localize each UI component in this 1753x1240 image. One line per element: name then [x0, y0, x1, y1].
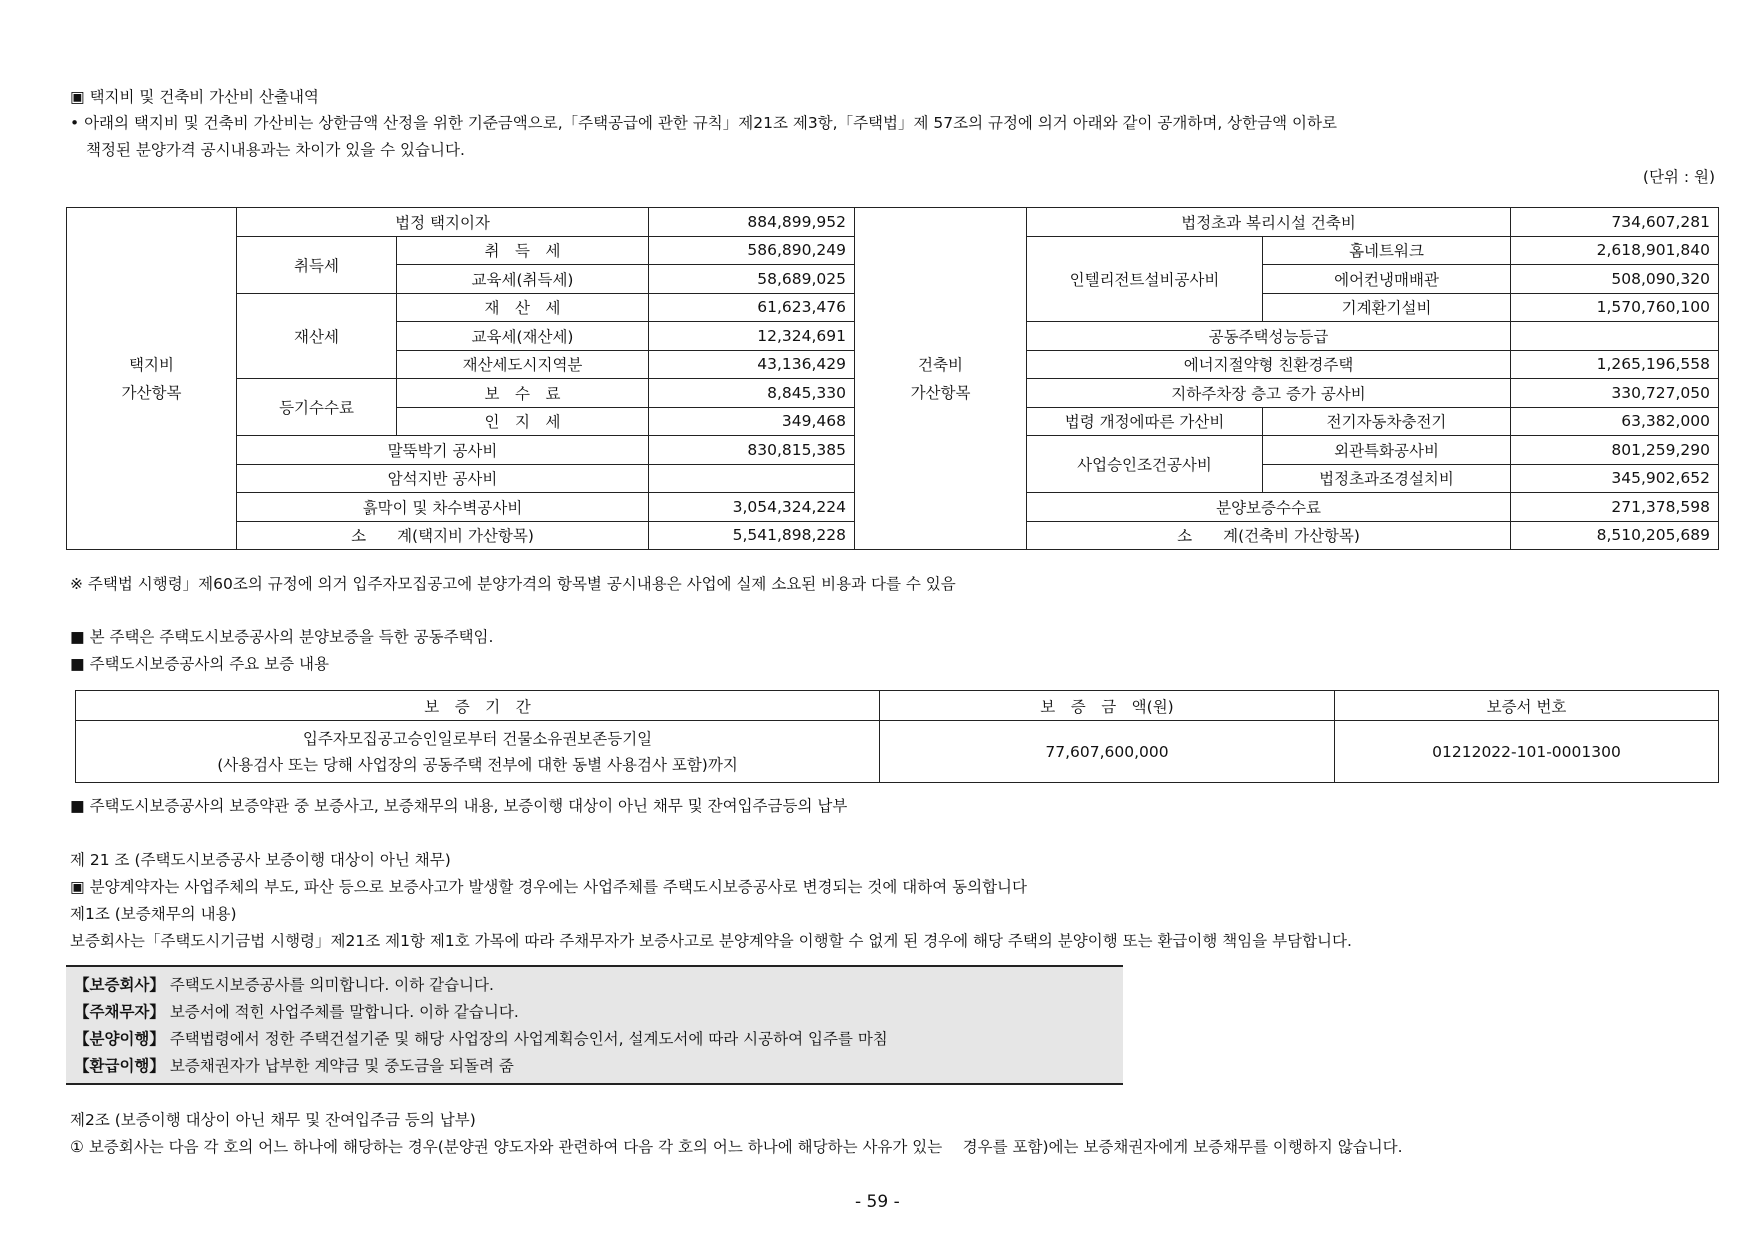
definition-text: 주택법령에서 정한 주택건설기준 및 해당 사업장의 사업계획승인서, 설계도서에 따라 시공하여 입주를 마침 — [164, 1030, 888, 1048]
land-label: 교육세(재산세) — [397, 322, 649, 351]
building-value: 345,902,652 — [1511, 464, 1719, 493]
land-subtotal-label: 소 계(택지비 가산항목) — [237, 521, 649, 550]
guarantee-table — [75, 690, 1719, 783]
definition-text: 보증채권자가 납부한 계약금 및 중도금을 되돌려 줌 — [164, 1057, 514, 1075]
building-value: 330,727,050 — [1511, 379, 1719, 408]
definition-term: 【보증회사】 — [74, 976, 165, 994]
land-value: 830,815,385 — [649, 436, 855, 465]
definition-text: 주택도시보증공사를 의미합니다. 이하 같습니다. — [164, 976, 494, 994]
section-title: ▣ 택지비 및 건축비 가산비 산출내역 — [70, 88, 319, 106]
building-label: 지하주차장 층고 증가 공사비 — [1027, 379, 1511, 408]
definition-row — [74, 1054, 514, 1076]
building-label: 홈네트워크 — [1263, 236, 1511, 265]
land-label: 취 득 세 — [397, 236, 649, 265]
land-label: 흙막이 및 차수벽공사비 — [237, 493, 649, 522]
building-value: 1,570,760,100 — [1511, 293, 1719, 322]
land-label: 법정 택지이자 — [237, 208, 649, 237]
article-1-text: 보증회사는「주택도시기금법 시행령」제21조 제1항 제1호 가목에 따라 주채무자가 보증사고로 분양계약을 이행할 수 없게 된 경우에 해당 주택의 분양이행 또는 환급이행 책임을 부담합니다. — [70, 932, 1352, 950]
building-subtotal-label: 소 계(건축비 가산항목) — [1027, 521, 1511, 550]
land-label: 암석지반 공사비 — [237, 464, 649, 493]
definition-text: 보증서에 적힌 사업주체를 말합니다. 이하 같습니다. — [164, 1003, 519, 1021]
building-subtotal-value: 8,510,205,689 — [1511, 521, 1719, 550]
guarantee-period-header: 보 증 기 간 — [76, 691, 880, 721]
definition-row — [74, 973, 494, 995]
land-value: 8,845,330 — [649, 379, 855, 408]
page-number: - 59 - — [855, 1192, 900, 1212]
land-group-label: 택지비 가산항목 — [67, 208, 237, 550]
building-value: 801,259,290 — [1511, 436, 1719, 465]
building-sub-label: 사업승인조건공사비 — [1027, 436, 1263, 493]
guarantee-amount-header: 보 증 금 액(원) — [880, 691, 1335, 721]
cost-breakdown-table — [66, 207, 1719, 550]
certificate-number-header: 보증서 번호 — [1335, 691, 1719, 721]
building-label: 법정초과 복리시설 건축비 — [1027, 208, 1511, 237]
guarantee-period-cell — [76, 721, 880, 783]
bullet-guarantee-content: ■ 주택도시보증공사의 주요 보증 내용 — [70, 655, 329, 673]
land-value: 61,623,476 — [649, 293, 855, 322]
land-subtotal-value: 5,541,898,228 — [649, 521, 855, 550]
building-label: 에너지절약형 친환경주택 — [1027, 350, 1511, 379]
building-label: 공동주택성능등급 — [1027, 322, 1511, 351]
building-sub-label: 법령 개정에따른 가산비 — [1027, 407, 1263, 436]
land-value — [649, 464, 855, 493]
article-21-text: ▣ 분양계약자는 사업주체의 부도, 파산 등으로 보증사고가 발생할 경우에는 사업주체를 주택도시보증공사로 변경되는 것에 대하여 동의합니다 — [70, 878, 1027, 896]
definition-term: 【분양이행】 — [74, 1030, 165, 1048]
land-label: 재 산 세 — [397, 293, 649, 322]
building-value: 1,265,196,558 — [1511, 350, 1719, 379]
bullet-guarantee-housing: ■ 본 주택은 주택도시보증공사의 분양보증을 득한 공동주택임. — [70, 628, 494, 646]
unit-label: (단위 : 원) — [1642, 168, 1715, 186]
land-label: 보 수 료 — [397, 379, 649, 408]
land-label: 인 지 세 — [397, 407, 649, 436]
land-value: 349,468 — [649, 407, 855, 436]
article-2-text: ① 보증회사는 다음 각 호의 어느 하나에 해당하는 경우(분양권 양도자와 관련하여 다음 각 호의 어느 하나에 해당하는 사유가 있는 경우를 포함)에는 보증채권자에게 보증채무를 이행하지 않습니다. — [70, 1138, 1403, 1156]
land-value: 884,899,952 — [649, 208, 855, 237]
definitions-box — [66, 965, 1123, 1085]
building-value: 63,382,000 — [1511, 407, 1719, 436]
note-text: ※ 주택법 시행령」제60조의 규정에 의거 입주자모집공고에 분양가격의 항목별 공시내용은 사업에 실제 소요된 비용과 다를 수 있음 — [70, 575, 956, 593]
building-label: 법정초과조경설치비 — [1263, 464, 1511, 493]
building-sub-label: 인텔리전트설비공사비 — [1027, 236, 1263, 322]
intro-line-1: • 아래의 택지비 및 건축비 가산비는 상한금액 산정을 위한 기준금액으로,「주택공급에 관한 규칙」제21조 제3항,「주택법」제 57조의 규정에 의거 아래와 같이 공개하며, 상한금액 이하로 — [70, 114, 1337, 132]
guarantee-period-line-1: 입주자모집공고승인일로부터 건물소유권보존등기일 — [302, 729, 653, 748]
building-label: 에어컨냉매배관 — [1263, 265, 1511, 294]
land-label: 교육세(취득세) — [397, 265, 649, 294]
building-label: 외관특화공사비 — [1263, 436, 1511, 465]
article-2-title: 제2조 (보증이행 대상이 아닌 채무 및 잔여입주금 등의 납부) — [70, 1111, 476, 1129]
building-value — [1511, 322, 1719, 351]
building-label: 분양보증수수료 — [1027, 493, 1511, 522]
land-value: 58,689,025 — [649, 265, 855, 294]
land-label: 재산세도시지역분 — [397, 350, 649, 379]
building-value: 2,618,901,840 — [1511, 236, 1719, 265]
definition-row — [74, 1027, 888, 1049]
building-value: 508,090,320 — [1511, 265, 1719, 294]
building-group-label: 건축비 가산항목 — [855, 208, 1027, 550]
building-value: 734,607,281 — [1511, 208, 1719, 237]
bullet-guarantee-terms: ■ 주택도시보증공사의 보증약관 중 보증사고, 보증채무의 내용, 보증이행 대상이 아닌 채무 및 잔여입주금등의 납부 — [70, 797, 848, 815]
article-1-title: 제1조 (보증채무의 내용) — [70, 905, 237, 923]
guarantee-amount: 77,607,600,000 — [880, 721, 1335, 783]
building-value: 271,378,598 — [1511, 493, 1719, 522]
certificate-number: 01212022-101-0001300 — [1335, 721, 1719, 783]
definition-row — [74, 1000, 519, 1022]
land-label: 말뚝박기 공사비 — [237, 436, 649, 465]
definition-term: 【환급이행】 — [74, 1057, 165, 1075]
building-label: 전기자동차충전기 — [1263, 407, 1511, 436]
guarantee-period-line-2: (사용검사 또는 당해 사업장의 공동주택 전부에 대한 동별 사용검사 포함)까지 — [217, 755, 738, 774]
land-sub-label: 재산세 — [237, 293, 397, 379]
definition-term: 【주채무자】 — [74, 1003, 165, 1021]
land-value: 43,136,429 — [649, 350, 855, 379]
land-value: 12,324,691 — [649, 322, 855, 351]
land-value: 3,054,324,224 — [649, 493, 855, 522]
land-sub-label: 등기수수료 — [237, 379, 397, 436]
intro-line-2: 책정된 분양가격 공시내용과는 차이가 있을 수 있습니다. — [86, 141, 465, 159]
building-label: 기계환기설비 — [1263, 293, 1511, 322]
land-sub-label: 취득세 — [237, 236, 397, 293]
article-21-title: 제 21 조 (주택도시보증공사 보증이행 대상이 아닌 채무) — [70, 851, 451, 869]
land-value: 586,890,249 — [649, 236, 855, 265]
